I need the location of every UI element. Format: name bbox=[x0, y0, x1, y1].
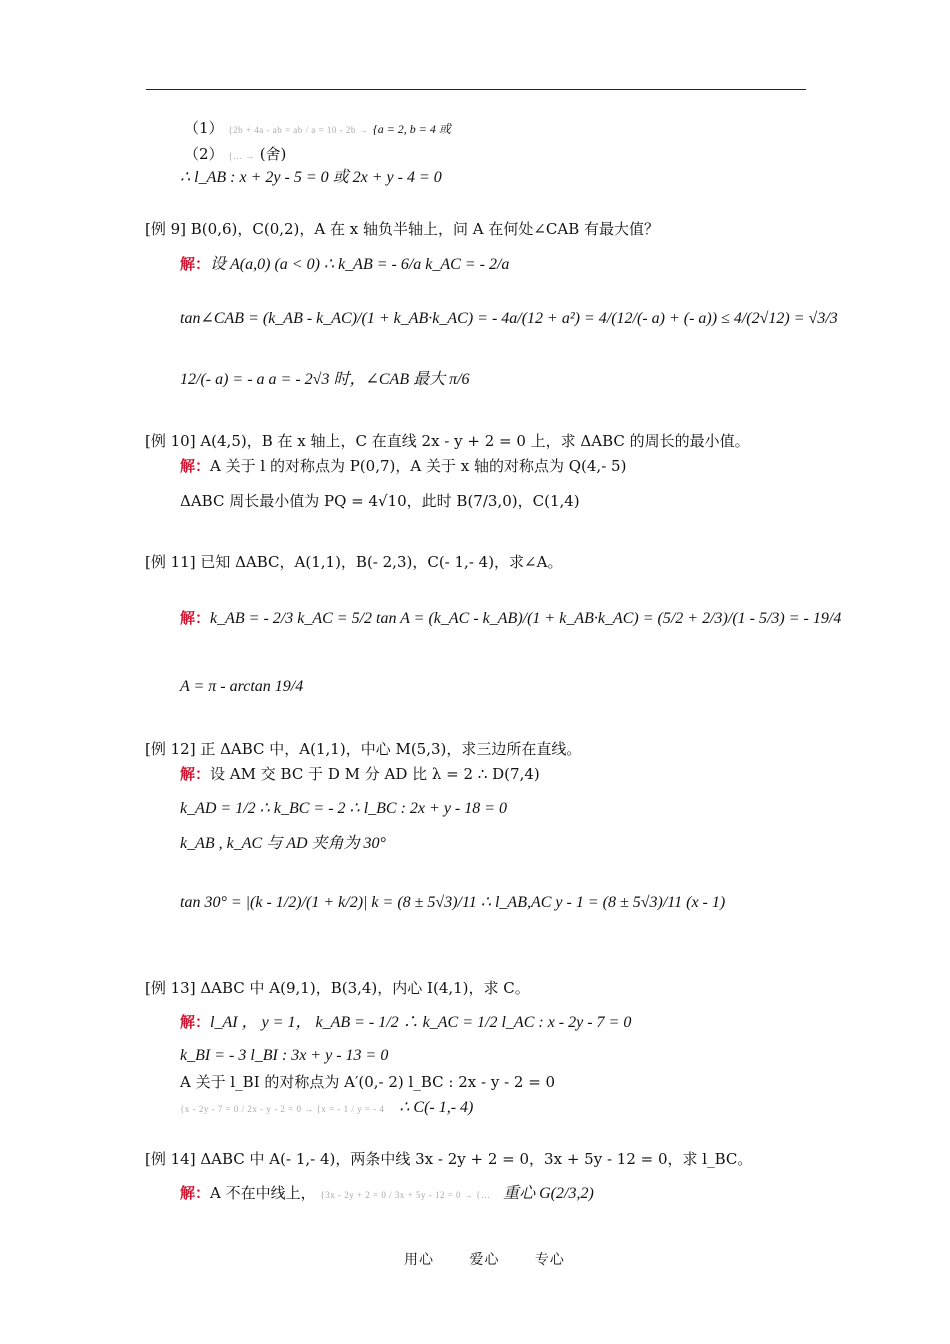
ex11-line-2: A = π - arctan 19/4 bbox=[180, 678, 304, 695]
ex12-point-d: 设 AM 交 BC 于 D M 分 AD 比 λ = 2 ∴ D(7,4) bbox=[210, 765, 540, 783]
ex13-line-3: A 关于 l_BI 的对称点为 A′(0,- 2) l_BC : 2x - y - 2 = 0 bbox=[180, 1073, 556, 1091]
top-line-1 bbox=[184, 118, 451, 140]
ex14-title: [例 14] ΔABC 中 A(- 1,- 4)，两条中线 3x - 2y + 2 = 0，3x + 5y - 12 = 0，求 l_BC。 bbox=[145, 1150, 753, 1168]
ex10-line-2: ΔABC 周长最小值为 PQ = 4√10，此时 B(7/3,0)，C(1,4) bbox=[180, 492, 580, 510]
case-1-system: {2b + 4a - ab = ab / a = 10 - 2b → bbox=[228, 125, 369, 135]
case-2-result: (舍) bbox=[259, 145, 287, 163]
ex10-title: [例 10] A(4,5)，B 在 x 轴上，C 在直线 2x - y + 2 = 0 上，求 ΔABC 的周长的最小值。 bbox=[145, 432, 750, 450]
ex9-line-3: 12/(- a) = - a a = - 2√3 时，∠CAB 最大 π/6 bbox=[180, 371, 470, 388]
ex13-line-2: k_BI = - 3 l_BI : 3x + y - 13 = 0 bbox=[180, 1047, 389, 1064]
ex13-line-ac: l_AI ， y = 1， k_AB = - 1/2 ∴ k_AC = 1/2 l_AC : x - 2y - 7 = 0 bbox=[210, 1014, 632, 1031]
ex13-title: [例 13] ΔABC 中 A(9,1)，B(3,4)，内心 I(4,1)，求 C。 bbox=[145, 979, 530, 997]
ex14-centroid: 重心 G(2/3,2) bbox=[503, 1185, 594, 1202]
ex12-line-3: k_AB , k_AC 与 AD 夹角为 30° bbox=[180, 835, 386, 852]
ex13-answer: ∴ C(- 1,- 4) bbox=[399, 1099, 474, 1116]
ex14-system: {3x - 2y + 2 = 0 / 3x + 5y - 12 = 0 → {… bbox=[320, 1190, 491, 1200]
header-rule bbox=[146, 89, 806, 90]
footer-word-3: 专心 bbox=[534, 1252, 565, 1268]
case-1-label: （1） bbox=[184, 119, 224, 137]
footer-word-1: 用心 bbox=[404, 1252, 434, 1268]
ex14-line-1 bbox=[180, 1183, 594, 1205]
top-line-2 bbox=[184, 144, 286, 166]
ex13-solution-label: 解： bbox=[180, 1013, 211, 1031]
ex13-line-1 bbox=[180, 1012, 631, 1033]
case-1-result: {a = 2, b = 4 或 bbox=[372, 122, 451, 136]
case-2-label: （2） bbox=[184, 145, 224, 163]
ex11-solution-label: 解： bbox=[180, 609, 211, 627]
ex12-line-2: k_AD = 1/2 ∴ k_BC = - 2 ∴ l_BC : 2x + y - 18 = 0 bbox=[180, 800, 508, 817]
ex14-statement: A 不在中线上， bbox=[210, 1184, 316, 1202]
ex11-title: [例 11] 已知 ΔABC，A(1,1)，B(- 2,3)，C(- 1,- 4)，求∠A。 bbox=[145, 553, 563, 571]
ex9-setup: 设 A(a,0) (a < 0) ∴ k_AB = - 6/a k_AC = - 2/a bbox=[210, 256, 510, 273]
ex10-symmetric-points: A 关于 l 的对称点为 P(0,7)，A 关于 x 轴的对称点为 Q(4,- 5) bbox=[210, 457, 627, 475]
ex9-line-1 bbox=[180, 254, 509, 275]
case-2-system: {… → bbox=[228, 151, 255, 161]
ex10-solution-label: 解： bbox=[180, 457, 211, 475]
ex10-line-1 bbox=[180, 456, 626, 476]
ex12-line-1 bbox=[180, 764, 540, 784]
ex9-solution-label: 解： bbox=[180, 255, 211, 273]
footer-word-2: 爱心 bbox=[469, 1252, 500, 1268]
ex13-line-4 bbox=[180, 1097, 473, 1119]
top-conclusion: ∴ l_AB : x + 2y - 5 = 0 或 2x + y - 4 = 0 bbox=[180, 169, 442, 186]
ex9-title: [例 9] B(0,6)，C(0,2)，A 在 x 轴负半轴上，问 A 在何处∠CAB 有最大值？ bbox=[145, 220, 660, 238]
ex11-tan-a: k_AB = - 2/3 k_AC = 5/2 tan A = (k_AC - k_AB)/(1 + k_AB·k_AC) = (5/2 + 2/3)/(1 - 5/3) = - 19/4 bbox=[210, 610, 842, 627]
ex9-line-2: tan∠CAB = (k_AB - k_AC)/(1 + k_AB·k_AC) = - 4a/(12 + a²) = 4/(12/(- a) + (- a)) ≤ 4/(2√12) = √3/3 bbox=[180, 310, 838, 327]
ex14-solution-label: 解： bbox=[180, 1184, 211, 1202]
ex11-line-1 bbox=[180, 608, 841, 629]
ex12-title: [例 12] 正 ΔABC 中，A(1,1)，中心 M(5,3)，求三边所在直线。 bbox=[145, 740, 582, 758]
ex12-line-4: tan 30° = |(k - 1/2)/(1 + k/2)| k = (8 ± 5√3)/11 ∴ l_AB,AC y - 1 = (8 ± 5√3)/11 (x - 1) bbox=[180, 894, 726, 911]
ex12-solution-label: 解： bbox=[180, 765, 211, 783]
ex13-system: {x - 2y - 7 = 0 / 2x - y - 2 = 0 → {x = - 1 / y = - 4 bbox=[180, 1104, 385, 1114]
page-footer bbox=[404, 1249, 595, 1269]
